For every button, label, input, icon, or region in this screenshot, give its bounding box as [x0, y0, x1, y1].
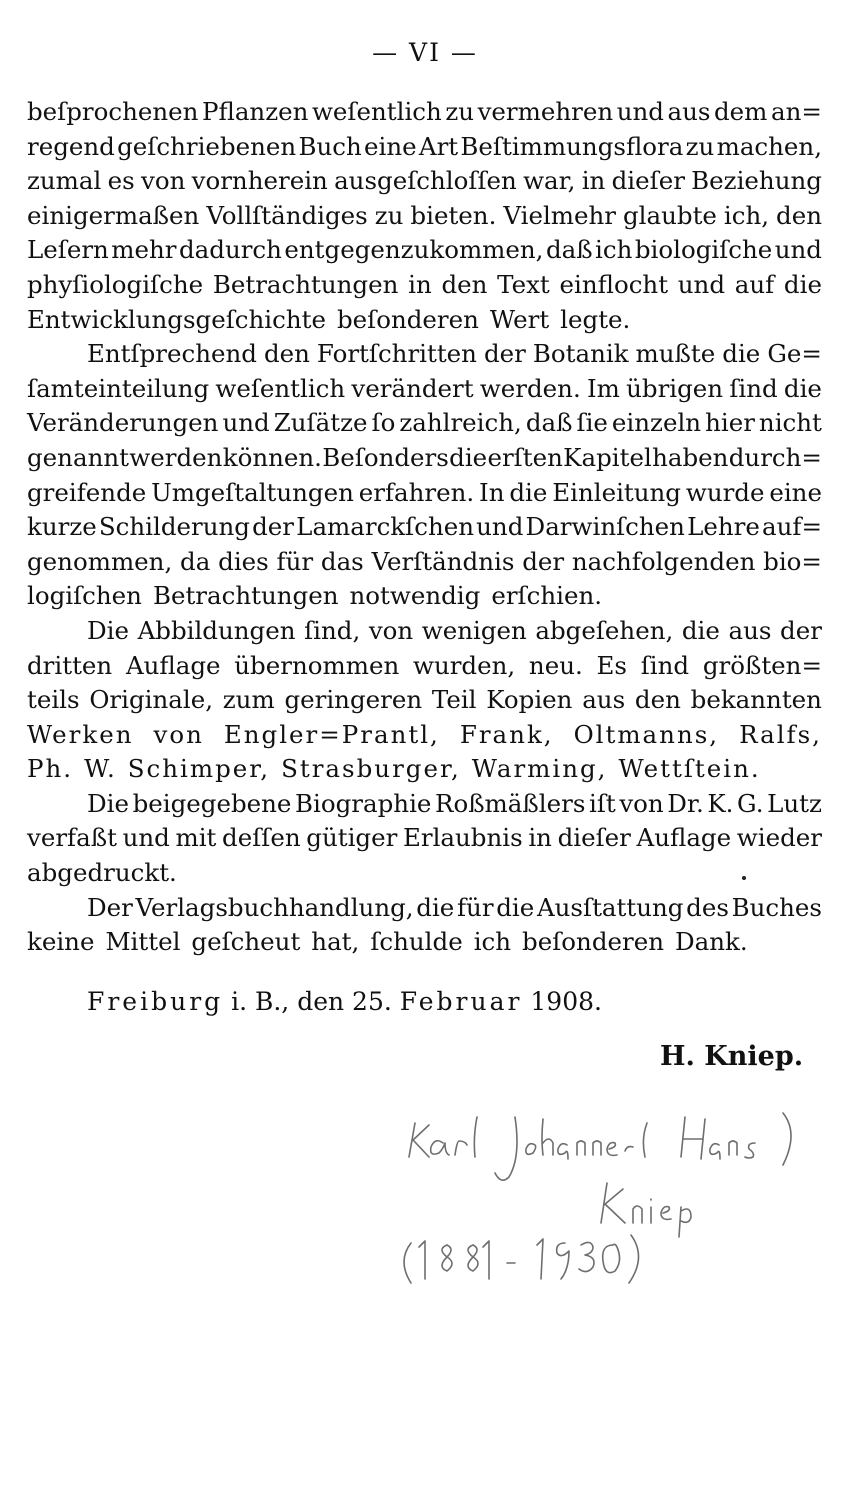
text-line: kurze Schilderung der Lamarckſchen und Darwinſchen Lehre auf=: [27, 512, 822, 542]
text-line: einigermaßen Vollſtändiges zu bieten. Vielmehr glaubte ich, den: [27, 200, 822, 230]
text-line: Veränderungen und Zuſätze ſo zahlreich, daß ſie einzeln hier nicht: [27, 408, 822, 438]
text-line: Der Verlagsbuchhandlung, die für die Ausſtattung des Buches: [87, 892, 822, 922]
ink-speck: [742, 876, 746, 880]
page-number: — VI —: [372, 38, 478, 67]
text-line: ſamteinteilung weſentlich verändert werden. Im übrigen ſind die: [27, 373, 822, 403]
text-line: Ph. W. Schimper, Strasburger, Warming, Wettſtein.: [27, 754, 761, 784]
text-line: Leſern mehr dadurch entgegenzukommen, daß ich biologiſche und: [27, 235, 822, 265]
text-line: keine Mittel geſcheut hat, ſchulde ich beſonderen Dank.: [27, 927, 748, 957]
text-line: Entſprechend den Fortſchritten der Botanik mußte die Ge=: [87, 339, 822, 369]
text-line: regend geſchriebenen Buch eine Art Beſtimmungsflora zu machen,: [27, 131, 822, 161]
text-line: zumal es von vornherein ausgeſchloſſen war, in dieſer Beziehung: [27, 166, 822, 196]
handwritten-annotation: [385, 1095, 845, 1295]
text-line: logiſchen Betrachtungen notwendig erſchien.: [27, 581, 603, 611]
text-line: Entwicklungsgeſchichte beſonderen Wert legte.: [27, 304, 631, 334]
place-rest: i. B., den 25.: [223, 987, 400, 1016]
text-line: Die Abbildungen ſind, von wenigen abgeſehen, die aus der: [87, 615, 822, 645]
year: 1908.: [522, 987, 602, 1016]
text-line: teils Originale, zum geringeren Teil Kopien aus den bekannten: [27, 685, 822, 715]
text-line: Die beigegebene Biographie Roßmäßlers iſt von Dr. K. G. Lutz: [87, 788, 822, 818]
place: Freiburg: [87, 987, 224, 1016]
text-line: phyſiologiſche Betrachtungen in den Text einflocht und auf die: [27, 269, 822, 299]
text-line: abgedruckt.: [27, 858, 177, 888]
text-line: dritten Auflage übernommen wurden, neu. Es ſind größten=: [27, 650, 822, 680]
author-signature: H. Kniep.: [660, 1041, 804, 1072]
text-line: verfaßt und mit deſſen gütiger Erlaubnis in dieſer Auflage wieder: [27, 823, 822, 853]
month: Februar: [399, 987, 523, 1016]
body-text: [27, 95, 822, 960]
place-date-line: [87, 985, 602, 1019]
text-line: genommen, da dies für das Verſtändnis der nachfolgenden bio=: [27, 546, 822, 576]
text-line: genannt werden können. Beſonders die erſten Kapitel haben durch=: [27, 442, 822, 472]
text-line: beſprochenen Pflanzen weſentlich zu vermehren und aus dem an=: [27, 97, 822, 126]
text-line: greifende Umgeſtaltungen erfahren. In die Einleitung wurde eine: [27, 477, 822, 507]
text-line: Werken von Engler=Prantl, Frank, Oltmanns, Ralfs,: [27, 719, 822, 749]
